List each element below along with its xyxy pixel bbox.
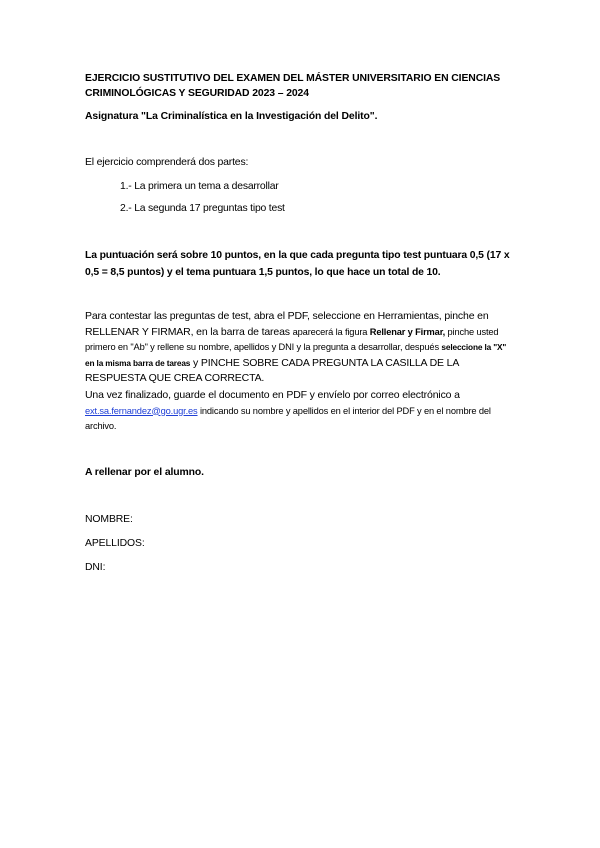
scoring-paragraph: La puntuación será sobre 10 puntos, en la que cada pregunta tipo test puntuara 0,5 (17 x 0,5 = 8,5 puntos) y el tema puntuara 1,5 puntos, lo que hace un total de 10. <box>85 250 510 278</box>
instructions-paragraph <box>85 309 515 387</box>
name-field-label: NOMBRE: <box>85 514 133 525</box>
submission-text-b: indicando su nombre y apellidos en el interior del PDF y en el nombre del archivo. <box>85 405 491 431</box>
instructions-fill-sign: Rellenar y Firmar, <box>369 326 446 337</box>
intro-text: El ejercicio comprenderá dos partes: <box>85 156 249 168</box>
subject-line: Asignatura "La Criminalística en la Investigación del Delito". <box>85 111 378 122</box>
instructions-text-d: pinche usted primero en "Ab" y rellene su nombre, apellidos y DNI y la pregunta a desarrollar, después <box>85 326 499 352</box>
instructions-text-f: y PINCHE SOBRE CADA PREGUNTA LA CASILLA DE LA RESPUESTA QUE CREA CORRECTA. <box>85 356 459 384</box>
instructions-text-a: Para contestar las preguntas de test, abra el PDF, seleccione en Herramientas, pinche en RELLENAR Y FIRMAR, en la barra de tareas <box>85 310 489 338</box>
surnames-field-label: APELLIDOS: <box>85 538 145 549</box>
instructions-select-x: seleccione la "X" en la misma barra de tareas <box>85 342 507 368</box>
dni-field-label: DNI: <box>85 562 106 573</box>
instructions-text-b: aparecerá la figura <box>292 326 370 337</box>
document-title: EJERCICIO SUSTITUTIVO DEL EXAMEN DEL MÁSTER UNIVERSITARIO EN CIENCIAS CRIMINOLÓGICAS Y SEGURIDAD 2023 – 2024 <box>85 73 501 99</box>
email-link[interactable]: ext.sa.fernandez@go.ugr.es <box>85 405 198 416</box>
submission-text-a: Una vez finalizado, guarde el documento en PDF y envíelo por correo electrónico a <box>85 389 460 401</box>
fill-heading: A rellenar por el alumno. <box>85 467 204 478</box>
submission-paragraph <box>85 388 515 435</box>
part-item-2: 2.- La segunda 17 preguntas tipo test <box>120 203 285 214</box>
part-item-1: 1.- La primera un tema a desarrollar <box>120 181 279 192</box>
